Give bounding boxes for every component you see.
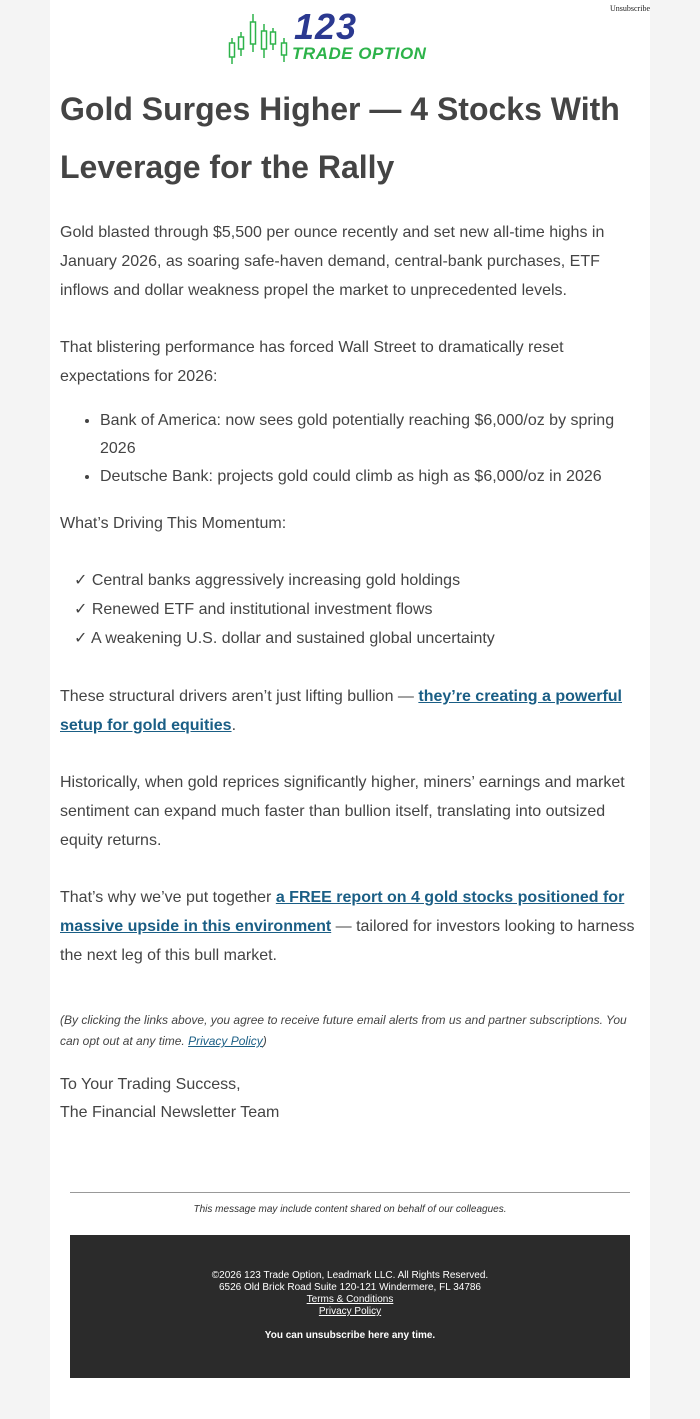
driver-checklist: [74, 566, 634, 653]
signoff-line: To Your Trading Success,: [60, 1076, 241, 1093]
checklist-item: ✓ Renewed ETF and institutional investment flows: [74, 601, 433, 618]
disclaimer: [60, 1010, 640, 1052]
disclaimer-close: ): [262, 1034, 267, 1048]
disclaimer-text: (By clicking the links above, you agree to receive future email alerts from us and partner subscriptions. You can opt out at any time.: [60, 1013, 627, 1048]
brand-logo[interactable]: [226, 6, 476, 68]
logo-tagline: TRADE OPTION: [292, 44, 427, 63]
shared-content-note: This message may include content shared on behalf of our colleagues.: [193, 1204, 507, 1215]
report-text: That’s why we’ve put together: [60, 889, 276, 906]
report-paragraph: [60, 883, 640, 970]
list-item: • Bank of America: now sees gold potentially reaching $6,000/oz by spring 2026: [100, 407, 620, 463]
footer: [70, 1235, 630, 1378]
drivers-text: These structural drivers aren’t just lifting bullion —: [60, 688, 419, 705]
signoff-team: The Financial Newsletter Team: [60, 1104, 280, 1121]
article-title: Gold Surges Higher — 4 Stocks With Leverage for the Rally: [60, 91, 620, 185]
address: 6526 Old Brick Road Suite 120-121 Windermere, FL 34786: [219, 1282, 481, 1293]
footer-unsubscribe-link[interactable]: You can unsubscribe here any time.: [264, 1330, 436, 1341]
checklist-item: ✓ A weakening U.S. dollar and sustained global uncertainty: [74, 630, 495, 647]
historically-paragraph: Historically, when gold reprices significantly higher, miners’ earnings and market sentiment can expand much faster than bullion itself, translating into outsized equity returns.: [60, 774, 625, 849]
report-suffix: — tailored for investors looking to harness the next leg of this bull market.: [60, 918, 635, 964]
forecast-list: [60, 407, 620, 491]
signoff: [60, 1071, 279, 1127]
email-body: [50, 0, 650, 1419]
gold-equities-link[interactable]: they’re creating a powerful setup for gold equities: [60, 688, 622, 734]
copyright: ©2026 123 Trade Option, Leadmark LLC. All Rights Reserved.: [211, 1270, 489, 1281]
intro-paragraph: Gold blasted through $5,500 per ounce recently and set new all-time highs in January 2026, as soaring safe-haven demand, central-bank purchases, ETF inflows and dollar weakness propel the market to unprecedented levels.: [60, 224, 605, 299]
drivers-paragraph: [60, 682, 640, 740]
privacy-policy-link[interactable]: Privacy Policy: [188, 1034, 263, 1048]
divider: [70, 1192, 630, 1193]
drivers-suffix: .: [231, 717, 237, 734]
reset-paragraph: That blistering performance has forced Wall Street to dramatically reset expectations for 2026:: [60, 339, 564, 385]
candlestick-icon: [226, 12, 290, 68]
terms-link[interactable]: Terms & Conditions: [306, 1294, 394, 1305]
footer-privacy-link[interactable]: Privacy Policy: [318, 1306, 382, 1317]
momentum-heading: What’s Driving This Momentum:: [60, 515, 287, 532]
free-report-link[interactable]: a FREE report on 4 gold stocks positioned for massive upside in this environment: [60, 889, 625, 935]
logo-number: 123: [294, 6, 358, 47]
unsubscribe-link[interactable]: Unsubscribe: [610, 4, 650, 13]
checklist-item: ✓ Central banks aggressively increasing gold holdings: [74, 572, 461, 589]
list-item: • Deutsche Bank: projects gold could climb as high as $6,000/oz in 2026: [100, 463, 620, 491]
